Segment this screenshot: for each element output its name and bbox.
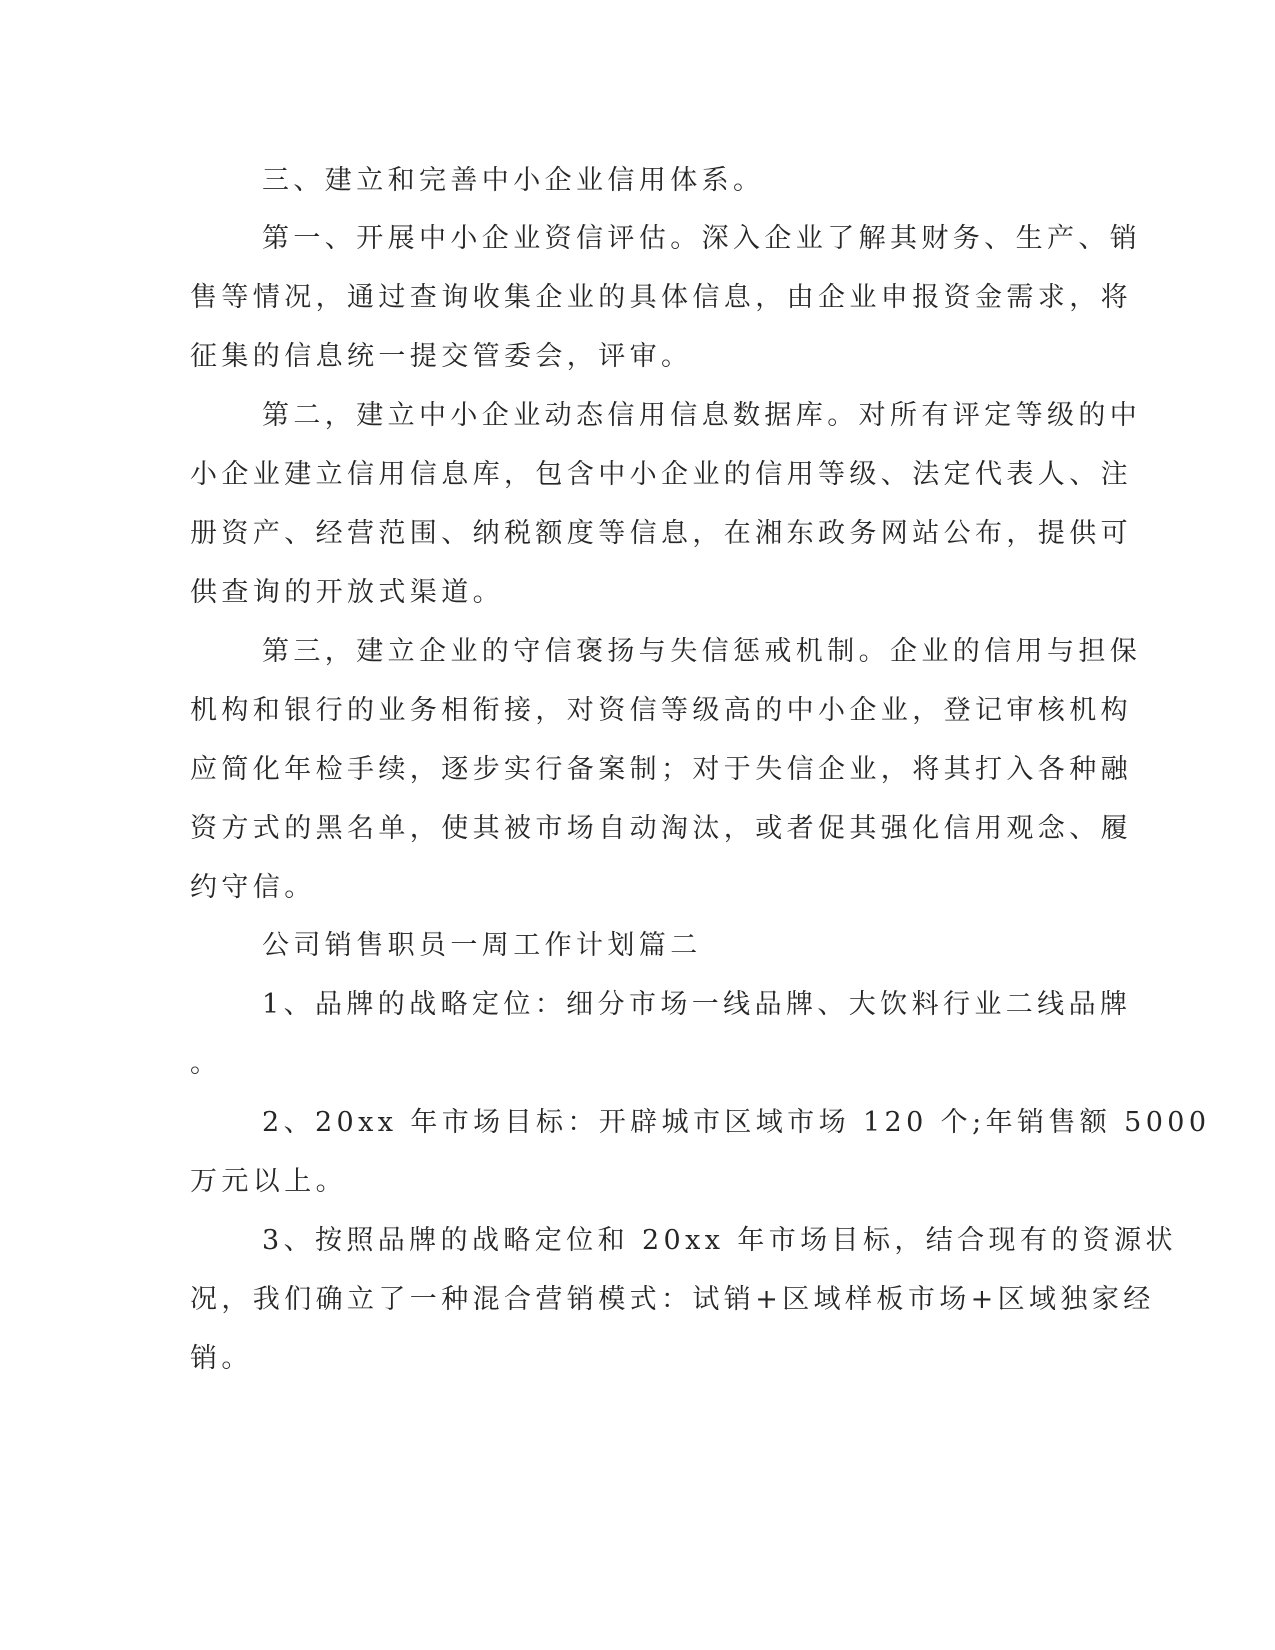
paragraph-2-line-1: 第二，建立中小企业动态信用信息数据库。对所有评定等级的中	[262, 400, 1142, 431]
paragraph-3-line-4: 资方式的黑名单，使其被市场自动淘汰，或者促其强化信用观念、履	[190, 813, 1132, 844]
paragraph-3-line-3: 应简化年检手续，逐步实行备案制；对于失信企业，将其打入各种融	[190, 754, 1132, 785]
paragraph-1-line-3: 征集的信息统一提交管委会，评审。	[190, 341, 693, 372]
section-heading: 三、建立和完善中小企业信用体系。	[262, 165, 765, 196]
item-1-line-2: 。	[190, 1048, 222, 1079]
paragraph-2-line-3: 册资产、经营范围、纳税额度等信息，在湘东政务网站公布，提供可	[190, 518, 1132, 549]
paragraph-1-line-1: 第一、开展中小企业资信评估。深入企业了解其财务、生产、销	[262, 223, 1142, 254]
item-3-line-2: 况，我们确立了一种混合营销模式：试销+区域样板市场+区域独家经	[190, 1284, 1155, 1315]
item-2-line-1: 2、20xx 年市场目标：开辟城市区域市场 120 个;年销售额 5000	[262, 1107, 1211, 1138]
paragraph-3-line-2: 机构和银行的业务相衔接，对资信等级高的中小企业，登记审核机构	[190, 695, 1132, 726]
item-2-line-2: 万元以上。	[190, 1166, 347, 1197]
paragraph-3-line-5: 约守信。	[190, 872, 316, 903]
paragraph-3-line-1: 第三，建立企业的守信褒扬与失信惩戒机制。企业的信用与担保	[262, 636, 1142, 667]
item-3-line-1: 3、按照品牌的战略定位和 20xx 年市场目标，结合现有的资源状	[262, 1225, 1177, 1256]
item-3-line-3: 销。	[190, 1343, 253, 1374]
paragraph-2-line-4: 供查询的开放式渠道。	[190, 577, 504, 608]
paragraph-1-line-2: 售等情况，通过查询收集企业的具体信息，由企业申报资金需求，将	[190, 282, 1132, 313]
plan-title: 公司销售职员一周工作计划篇二	[262, 930, 702, 961]
paragraph-2-line-2: 小企业建立信用信息库，包含中小企业的信用等级、法定代表人、注	[190, 459, 1132, 490]
item-1-line-1: 1、品牌的战略定位：细分市场一线品牌、大饮料行业二线品牌	[262, 989, 1132, 1020]
